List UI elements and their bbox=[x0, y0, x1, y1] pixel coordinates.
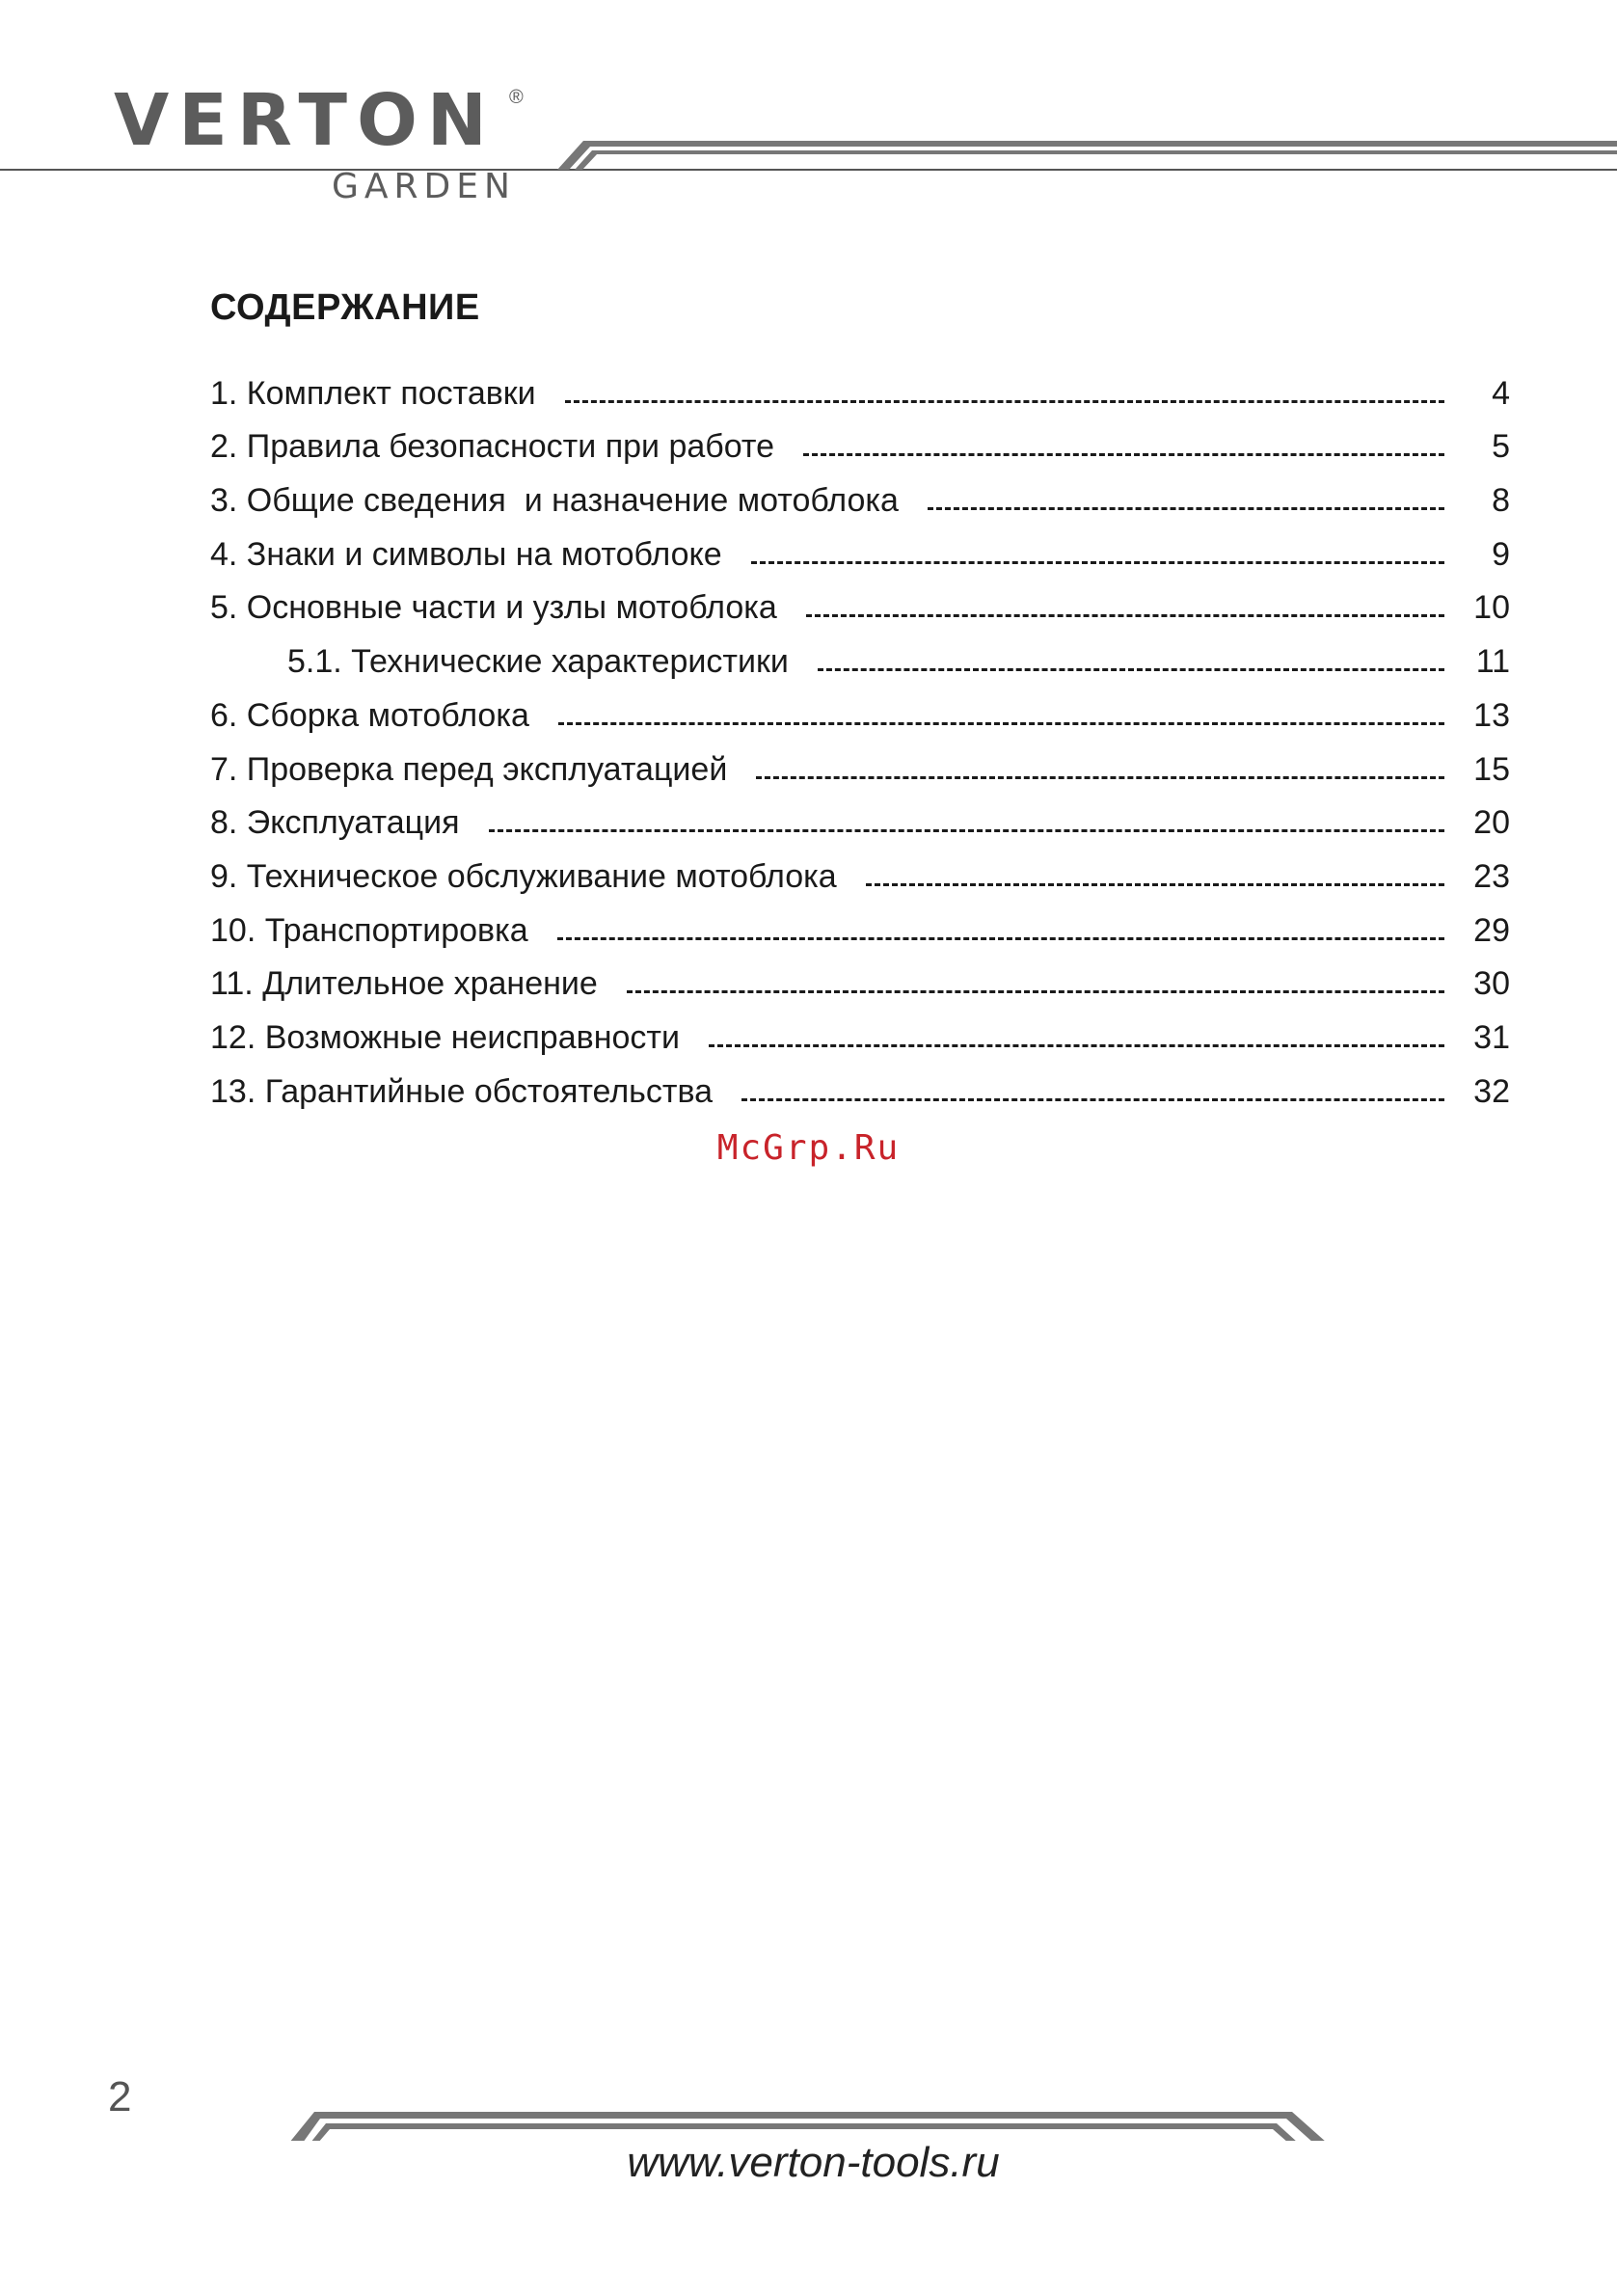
toc-entry-page: 5 bbox=[1492, 428, 1510, 466]
toc-leader-dashes bbox=[558, 722, 1444, 725]
toc-entry[interactable] bbox=[210, 842, 1510, 896]
toc-entry-label: 3. Общие сведения и назначение мотоблока bbox=[210, 482, 899, 520]
toc-leader-dashes bbox=[803, 453, 1444, 456]
toc-leader-dashes bbox=[741, 1098, 1444, 1101]
toc-leader-dashes bbox=[627, 990, 1444, 993]
toc-entry-page: 4 bbox=[1492, 374, 1510, 412]
toc-entry[interactable] bbox=[210, 1003, 1510, 1057]
toc-leader-dashes bbox=[806, 614, 1444, 617]
logo-subtitle: GARDEN bbox=[332, 167, 516, 206]
toc-leader-dashes bbox=[928, 507, 1444, 510]
toc-entry[interactable] bbox=[210, 627, 1510, 681]
header-decoration bbox=[0, 125, 1617, 183]
toc-entry[interactable] bbox=[210, 950, 1510, 1004]
toc-entry-page: 31 bbox=[1473, 1018, 1510, 1056]
toc-leader-dashes bbox=[489, 829, 1444, 832]
toc-entry[interactable] bbox=[210, 466, 1510, 520]
toc-leader-dashes bbox=[557, 937, 1444, 940]
toc-leader-dashes bbox=[565, 400, 1444, 403]
toc-leader-dashes bbox=[751, 561, 1444, 564]
toc-title: СОДЕРЖАНИЕ bbox=[210, 287, 480, 328]
toc-entry-page: 29 bbox=[1473, 911, 1510, 949]
toc-entry-page: 9 bbox=[1492, 535, 1510, 573]
toc-entry-page: 11 bbox=[1475, 643, 1510, 681]
toc-entry-label: 6. Сборка мотоблока bbox=[210, 696, 529, 734]
website-url[interactable]: www.verton-tools.ru bbox=[627, 2139, 1000, 2186]
toc-entry[interactable] bbox=[210, 1057, 1510, 1111]
toc-entry-page: 30 bbox=[1473, 965, 1510, 1003]
toc-entry-label: 5. Основные части и узлы мотоблока bbox=[210, 589, 777, 627]
toc-leader-dashes bbox=[709, 1044, 1444, 1047]
page-number: 2 bbox=[108, 2073, 132, 2120]
toc-entry-label: 4. Знаки и символы на мотоблоке bbox=[210, 535, 722, 573]
toc-entry-page: 13 bbox=[1473, 696, 1510, 734]
toc-entry-label: 9. Техническое обслуживание мотоблока bbox=[210, 857, 837, 895]
toc-entry-page: 23 bbox=[1473, 857, 1510, 895]
toc-leader-dashes bbox=[818, 668, 1444, 671]
watermark: McGrp.Ru bbox=[716, 1128, 901, 1168]
toc-entry[interactable] bbox=[210, 359, 1510, 413]
registered-mark: ® bbox=[509, 87, 524, 108]
toc-entry-label: 5.1. Технические характеристики bbox=[287, 643, 789, 681]
toc-leader-dashes bbox=[756, 776, 1444, 779]
toc-leader-dashes bbox=[866, 883, 1444, 886]
toc-entry[interactable] bbox=[210, 681, 1510, 735]
logo-wordmark: VERTON bbox=[114, 79, 497, 162]
toc-list bbox=[210, 359, 1510, 1111]
toc-entry-page: 10 bbox=[1473, 589, 1510, 627]
toc-entry-label: 1. Комплект поставки bbox=[210, 374, 536, 412]
toc-entry-label: 7. Проверка перед эксплуатацией bbox=[210, 750, 728, 788]
toc-entry-label: 12. Возможные неисправности bbox=[210, 1018, 680, 1056]
toc-entry-page: 15 bbox=[1473, 750, 1510, 788]
toc-entry[interactable] bbox=[210, 789, 1510, 843]
toc-entry[interactable] bbox=[210, 896, 1510, 950]
toc-entry[interactable] bbox=[210, 413, 1510, 467]
toc-entry-page: 8 bbox=[1492, 482, 1510, 520]
toc-entry-page: 32 bbox=[1473, 1072, 1510, 1110]
toc-entry-page: 20 bbox=[1473, 804, 1510, 842]
toc-entry-label: 11. Длительное хранение bbox=[210, 965, 598, 1003]
footer-decoration bbox=[0, 2102, 1617, 2141]
toc-entry[interactable] bbox=[210, 735, 1510, 789]
toc-entry-label: 8. Эксплуатация bbox=[210, 804, 460, 842]
toc-entry-label: 13. Гарантийные обстоятельства bbox=[210, 1072, 714, 1110]
toc-entry-label: 10. Транспортировка bbox=[210, 911, 528, 949]
toc-entry[interactable] bbox=[210, 574, 1510, 628]
toc-entry-label: 2. Правила безопасности при работе bbox=[210, 428, 775, 466]
toc-entry[interactable] bbox=[210, 520, 1510, 574]
